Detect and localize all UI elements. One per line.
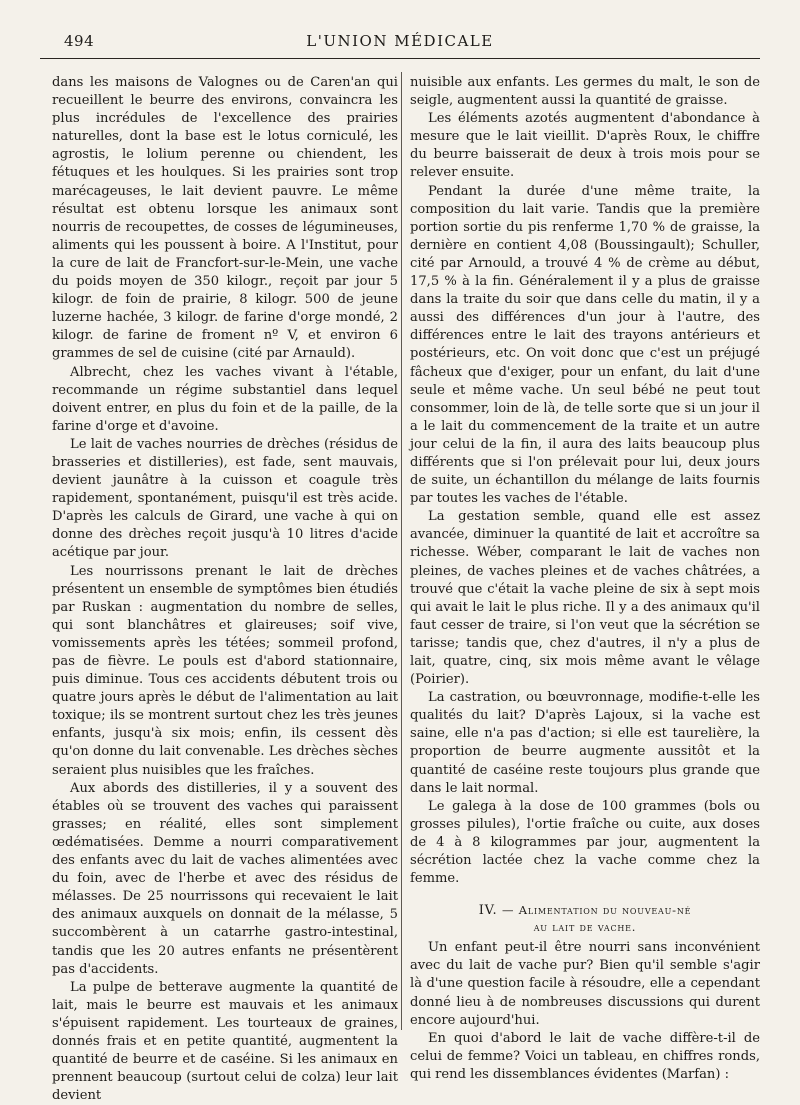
right-column — [410, 74, 760, 1084]
paragraph: Aux abords des distilleries, il y a souvent des étables où se trouvent des vaches qui paraissent grasses; en réalité, elles sont simplement œdématisées. Demme a nourri comparativement des enfants avec du lait de vaches alimentées avec du foin, avec de l'herbe et avec des résidus de mélasses. De 25 nourrissons qui recevaient le lait des animaux auxquels on donnait de la mélasse, 5 succombèrent à un catarrhe gastro-intestinal, tandis que les 20 autres enfants ne présentèrent pas d'accidents. — [52, 780, 398, 977]
paragraph: La gestation semble, quand elle est assez avancée, diminuer la quantité de lait et accroître sa richesse. Wéber, comparant le lait de vaches non pleines, de vaches pleines et de vaches châtrées, a trouvé que c'était la vache pleine de six à sept mois qui avait le lait le plus riche. Il y a des animaux qu'il faut cesser de traire, si l'on veut que la sécrétion se tarisse; tandis que, chez d'autres, il n'y a plus de lait, quatre, cinq, six mois même avant le vêlage (Poirier). — [410, 509, 760, 688]
section-number: IV. — [478, 903, 498, 919]
page-header — [40, 30, 760, 54]
paragraph: Albrecht, chez les vaches vivant à l'étable, recommande un régime substantiel dans lequel doivent entrer, en plus du foin et de la paille, de la farine d'orge et d'avoine. — [52, 364, 398, 434]
section-title-line2: au lait de vache. — [533, 920, 637, 935]
paragraph: Le galega à la dose de 100 grammes (bols ou grosses pilules), l'ortie fraîche ou cuite, aux doses de 4 à 8 kilogrammes par jour, augmentent la sécrétion lactée chez la vache comme chez la femme. — [410, 798, 760, 887]
column-divider — [401, 72, 402, 1030]
journal-title: L'UNION MÉDICALE — [306, 32, 494, 50]
paragraph: Un enfant peut-il être nourri sans inconvénient avec du lait de vache pur? Bien qu'il semble s'agir là d'une question facile à résoudre, elle a cependant donné lieu à de nombreuses discussions qui durent encore aujourd'hui. — [410, 940, 760, 1028]
header-rule — [40, 58, 760, 59]
section-heading — [410, 902, 760, 935]
paragraph: Les éléments azotés augmentent d'abondance à mesure que le lait vieillit. D'après Roux, le chiffre du beurre baisserait de deux à trois mois pour se relever ensuite. — [410, 111, 760, 181]
paragraph: nuisible aux enfants. Les germes du malt, le son de seigle, augmentent aussi la quantité de graisse. — [410, 75, 760, 109]
left-column — [52, 74, 398, 1105]
page-number: 494 — [64, 32, 95, 50]
paragraph: dans les maisons de Valognes ou de Caren'an qui recueillent le beurre des environs, convaincra les plus incrédules de l'excellence des prairies naturelles, dont la base est le lotus corniculé, les agrostis, le lolium perenne ou chiendent, les fétuques et les houlques. Si les prairies sont trop marécageuses, le lait devient pauvre. Le même résultat est obtenu lorsque les animaux sont nourris de recoupettes, de cosses de légumineuses, aliments qui les poussent à boire. A l'Institut, pour la cure de lait de Francfort-sur-le-Mein, une vache du poids moyen de 350 kilogr., reçoit par jour 5 kilogr. de foin de prairie, 8 kilogr. 500 de jeune luzerne hachée, 3 kilogr. de farine d'orge mondé, 2 kilogr. de farine de froment nº V, et environ 6 grammes de sel de cuisine (cité par Arnauld). — [52, 75, 398, 362]
paragraph: Le lait de vaches nourries de drèches (résidus de brasseries et distilleries), est fade, sent mauvais, devient jaunâtre à la cuisson et coagule très rapidement, spontanément, puisqu'il est très acide. D'après les calculs de Girard, une vache à qui on donne des drèches reçoit jusqu'à 10 litres d'acide acétique par jour. — [52, 436, 398, 561]
section-dash: — — [501, 903, 515, 918]
paragraph: En quoi d'abord le lait de vache diffère-t-il de celui de femme? Voici un tableau, en chiffres ronds, qui rend les dissemblances évidentes (Marfan) : — [410, 1030, 760, 1082]
paragraph: La castration, ou bœuvronnage, modifie-t-elle les qualités du lait? D'après Lajoux, si la vache est saine, elle n'a pas d'action; si elle est taurelière, la proportion de beurre augmente aussitôt et la quantité de caséine reste toujours plus grande que dans le lait normal. — [410, 690, 760, 796]
section-title-line1: Alimentation du nouveau-né — [518, 903, 692, 918]
paragraph: La pulpe de betterave augmente la quantité de lait, mais le beurre est mauvais et les animaux s'épuisent rapidement. Les tourteaux de graines, donnés frais et en petite quantité, augmentent la quantité de beurre et de caséine. Si les animaux en prennent beaucoup (surtout celui de colza) leur lait devient — [52, 979, 398, 1104]
paragraph: Pendant la durée d'une même traite, la composition du lait varie. Tandis que la première portion sortie du pis renferme 1,70 % de graisse, la dernière en contient 4,08 (Boussingault); Schuller, cité par Arnould, a trouvé 4 % de crème au début, 17,5 % à la fin. Généralement il y a plus de graisse dans la traite du soir que dans celle du matin, il y a aussi des différences d'un jour à l'autre, des différences entre le lait des trayons antérieurs et postérieurs, etc. On voit donc que c'est un préjugé fâcheux que d'exiger, pour un enfant, du lait d'une seule et même vache. Un seul bébé ne peut tout consommer, loin de là, de telle sorte que si un jour il a le lait du commencement de la traite et un autre jour celui de la fin, il aura des laits beaucoup plus différents que si l'on prélevait pour lui, deux jours de suite, un échantillon du mélange de laits fournis par toutes les vaches de l'étable. — [410, 183, 760, 507]
paragraph: Les nourrissons prenant le lait de drèches présentent un ensemble de symptômes bien étudiés par Ruskan : augmentation du nombre de selles, qui sont blanchâtres et glaireuses; soif vive, vomissements après les tétées; sommeil profond, pas de fièvre. Le pouls est d'abord stationnaire, puis diminue. Tous ces accidents débutent trois ou quatre jours après le début de l'alimentation au lait toxique; ils se montrent surtout chez les très jeunes enfants, jusqu'à six mois; enfin, ils cessent dès qu'on donne du lait convenable. Les drèches sèches seraient plus nuisibles que les fraîches. — [52, 563, 398, 778]
